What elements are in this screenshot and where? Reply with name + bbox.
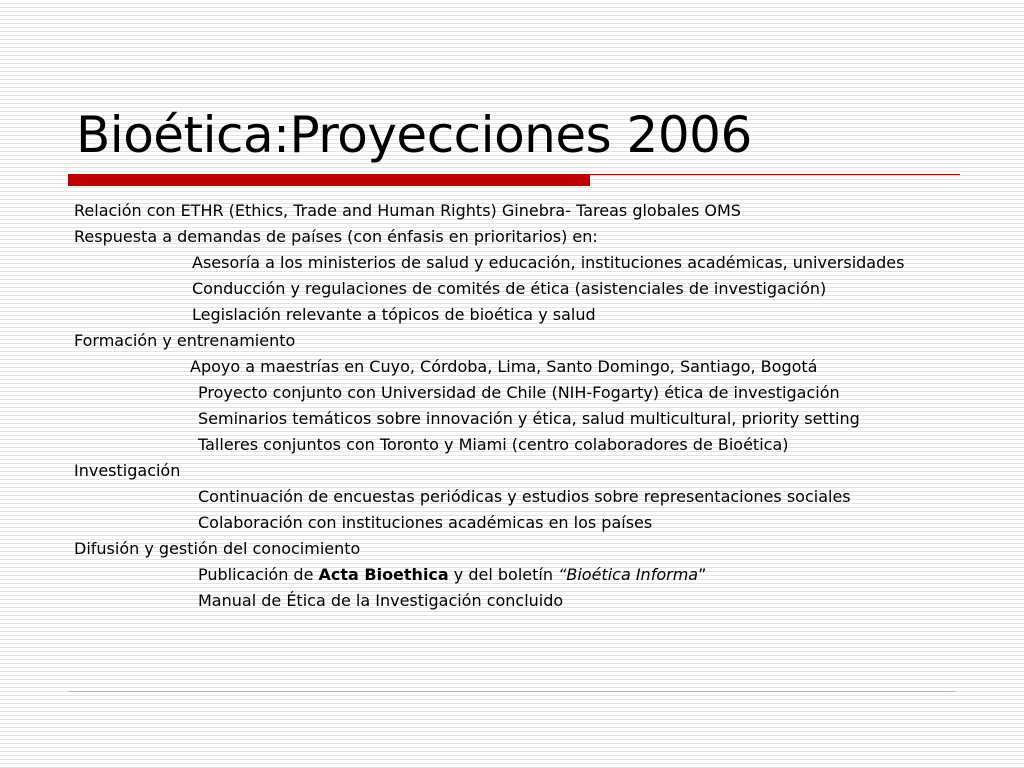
list-subitem: Talleres conjuntos con Toronto y Miami (centro colaboradores de Bioética) <box>198 435 789 454</box>
bottom-divider <box>68 691 956 692</box>
list-subitem: Manual de Ética de la Investigación concluido <box>198 591 564 610</box>
list-subitem: Legislación relevante a tópicos de bioética y salud <box>192 305 596 324</box>
list-subitem: Continuación de encuestas periódicas y estudios sobre representaciones sociales <box>198 487 851 506</box>
title-accent-line <box>590 174 960 175</box>
slide-title: Bioética:Proyecciones 2006 <box>76 106 752 164</box>
title-accent-bar <box>68 174 590 186</box>
list-subitem: Colaboración con instituciones académicas en los países <box>198 513 653 532</box>
list-item: Investigación <box>74 461 181 480</box>
list-subitem <box>74 558 974 584</box>
list-item: Difusión y gestión del conocimiento <box>74 539 361 558</box>
publication-prefix: Publicación de <box>198 565 319 584</box>
bulletin-close-quote: ” <box>698 565 707 584</box>
list-subitem: Proyecto conjunto con Universidad de Chile (NIH-Fogarty) ética de investigación <box>198 383 840 402</box>
list-subitem: Apoyo a maestrías en Cuyo, Córdoba, Lima, Santo Domingo, Santiago, Bogotá <box>190 357 818 376</box>
list-subitem: Seminarios temáticos sobre innovación y ética, salud multicultural, priority setting <box>198 409 860 428</box>
list-subitem: Asesoría a los ministerios de salud y educación, instituciones académicas, universidades <box>192 253 905 272</box>
bullet-list <box>74 202 974 610</box>
list-item: Respuesta a demandas de países (con énfasis en prioritarios) en: <box>74 227 598 246</box>
list-item: Relación con ETHR (Ethics, Trade and Human Rights) Ginebra- Tareas globales OMS <box>74 201 741 220</box>
list-item: Formación y entrenamiento <box>74 331 296 350</box>
journal-name: Acta Bioethica <box>318 565 449 584</box>
bulletin-open-quote: “ <box>558 565 567 584</box>
bulletin-name: Bioética Informa <box>566 565 699 584</box>
list-subitem: Conducción y regulaciones de comités de ética (asistenciales de investigación) <box>192 279 827 298</box>
title-divider <box>68 174 960 188</box>
publication-middle: y del boletín <box>448 565 559 584</box>
